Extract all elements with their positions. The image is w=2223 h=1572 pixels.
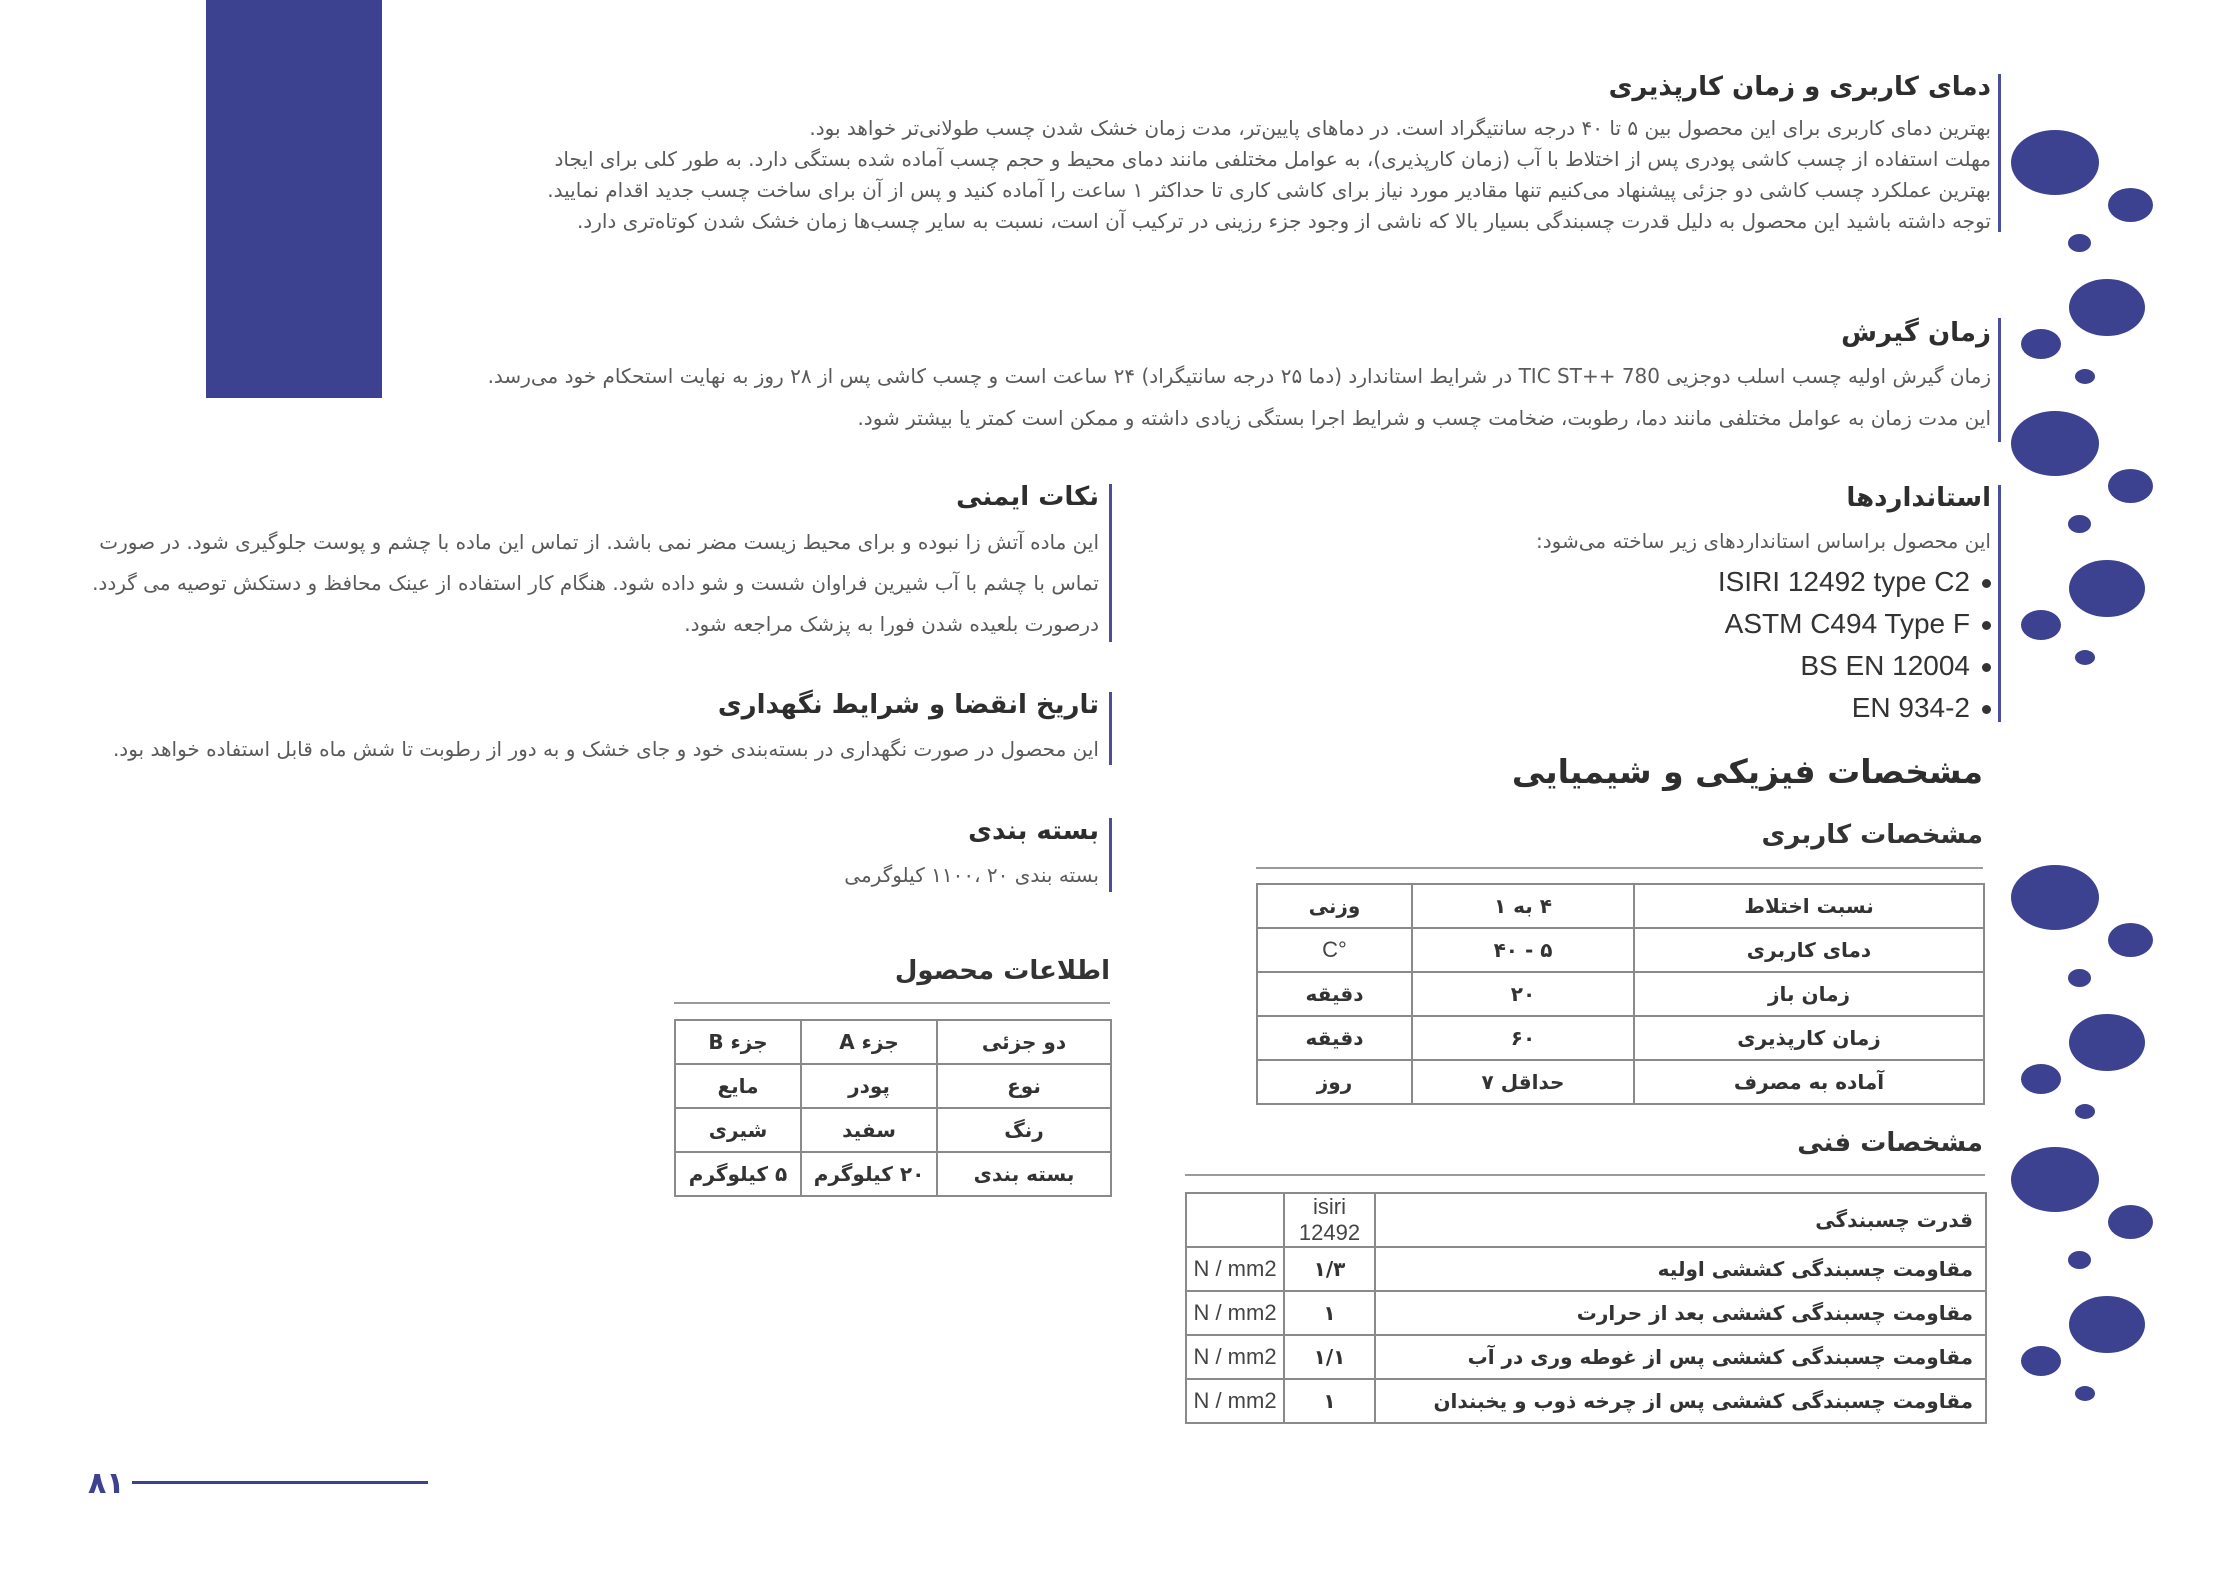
table-cell: بسته بندی <box>937 1152 1111 1196</box>
table-cell: قدرت چسبندگی <box>1375 1193 1986 1247</box>
table-row <box>675 1064 1111 1108</box>
table-cell: مایع <box>675 1064 801 1108</box>
table-cell: حداقل ۷ <box>1412 1060 1634 1104</box>
decorative-dot <box>2068 515 2091 533</box>
text-line: بهترین دمای کاربری برای این محصول بین ۵ تا ۴۰ درجه سانتیگراد است. در دماهای پایین‌تر، مدت زمان خشک شدن چسب طولانی‌تر خواهد بود. <box>809 116 1991 140</box>
section-accent-bar <box>1109 818 1112 892</box>
bullet-icon <box>1982 621 1991 630</box>
usage-specs-table <box>1256 883 1985 1105</box>
decorative-dot <box>2069 560 2145 617</box>
heading-usage-temp: دمای کاربری و زمان کارپذیری <box>1608 72 1991 102</box>
table-cell: دقیقه <box>1257 1016 1412 1060</box>
decorative-dot <box>2069 1296 2145 1353</box>
table-cell <box>1186 1193 1284 1247</box>
table-row <box>1186 1291 1986 1335</box>
table-cell: وزنی <box>1257 884 1412 928</box>
table-cell: دقیقه <box>1257 972 1412 1016</box>
heading-product-info: اطلاعات محصول <box>894 956 1110 986</box>
table-row <box>1186 1193 1986 1247</box>
standards-list <box>1718 561 1991 729</box>
paragraph-setting-time <box>488 361 1991 434</box>
table-cell: مقاومت چسبندگی کششی پس از چرخه ذوب و یخبندان <box>1375 1379 1986 1423</box>
decorative-dot <box>2108 469 2153 503</box>
page-number-rule <box>132 1481 428 1484</box>
decorative-blue-panel <box>206 0 382 398</box>
standard-item: BS EN 12004 <box>1718 645 1991 687</box>
text-line: توجه داشته باشید این محصول به دلیل قدرت چسبندگی بسیار بالا که ناشی از وجود جزء رزینی در ترکیب آن است، نسبت به سایر چسب‌ها زمان خشک شدن کوتاه‌تری دارد. <box>576 209 1991 233</box>
table-cell: N / mm2 <box>1186 1247 1284 1291</box>
table-cell: زمان کارپذیری <box>1634 1016 1984 1060</box>
table-cell: ۱/۳ <box>1284 1247 1375 1291</box>
table-cell: رنگ <box>937 1108 1111 1152</box>
table-cell: N / mm2 <box>1186 1291 1284 1335</box>
page-number: ۸۱ <box>88 1466 125 1501</box>
bullet-icon <box>1982 579 1991 588</box>
heading-packaging: بسته بندی <box>968 816 1099 846</box>
decorative-dot <box>2075 1386 2095 1401</box>
table-cell: ۲۰ کیلوگرم <box>801 1152 937 1196</box>
text-line: این مدت زمان به عوامل مختلفی مانند دما، رطوبت، ضخامت چسب و شرایط اجرا بستگی زیادی داشته و ممکن است کمتر یا بیشتر شود. <box>857 406 1991 430</box>
decorative-dot <box>2075 369 2095 384</box>
decorative-dot <box>2011 130 2099 195</box>
decorative-dot <box>2075 650 2095 665</box>
table-cell: آماده به مصرف <box>1634 1060 1984 1104</box>
decorative-dot <box>2068 234 2091 252</box>
table-row <box>1257 928 1984 972</box>
section-accent-bar <box>1998 318 2001 442</box>
table-cell: دمای کاربری <box>1634 928 1984 972</box>
section-accent-bar <box>1109 692 1112 765</box>
table-row <box>1186 1379 1986 1423</box>
text-line: درصورت بلعیده شدن فورا به پزشک مراجعه شود. <box>684 612 1099 636</box>
bullet-icon <box>1982 705 1991 714</box>
table-cell: ۵ کیلوگرم <box>675 1152 801 1196</box>
paragraph-safety <box>92 527 1099 640</box>
product-info-table <box>674 1019 1112 1197</box>
decorative-dot <box>2108 1205 2153 1239</box>
text-line: بهترین عملکرد چسب کاشی دو جزئی پیشنهاد می‌کنیم تنها مقادیر مورد نیاز برای کاشی کاری تا حداکثر ۱ ساعت را آماده کنید و پس از آن برای ساخت چسب جدید اقدام نمایید. <box>547 178 1991 202</box>
table-cell: دو جزئی <box>937 1020 1111 1064</box>
decorative-dot <box>2021 610 2061 640</box>
heading-physical-chemical: مشخصات فیزیکی و شیمیایی <box>1511 752 1983 791</box>
paragraph-usage-temp <box>547 113 1991 237</box>
decorative-dot <box>2108 923 2153 957</box>
section-accent-bar <box>1998 485 2001 722</box>
heading-technical-specs: مشخصات فنی <box>1797 1128 1983 1158</box>
table-cell: پودر <box>801 1064 937 1108</box>
table-cell: ۵ - ۴۰ <box>1412 928 1634 972</box>
heading-usage-specs: مشخصات کاربری <box>1761 820 1983 850</box>
decorative-dot <box>2021 1064 2061 1094</box>
table-cell: isiri 12492 <box>1284 1193 1375 1247</box>
decorative-dot <box>2021 1346 2061 1376</box>
paragraph-expiry: این محصول در صورت نگهداری در بسته‌بندی خود و جای خشک و به دور از رطوبت تا شش ماه قابل استفاده خواهد بود. <box>112 737 1099 761</box>
divider <box>1185 1174 1985 1176</box>
table-cell: ۶۰ <box>1412 1016 1634 1060</box>
paragraph-packaging: بسته بندی ۲۰ ،۱۱۰۰ کیلوگرمی <box>844 863 1099 887</box>
divider <box>1256 867 1983 869</box>
table-cell: جزء B <box>675 1020 801 1064</box>
table-cell: ۱ <box>1284 1379 1375 1423</box>
table-cell: جزء A <box>801 1020 937 1064</box>
table-cell: N / mm2 <box>1186 1379 1284 1423</box>
table-cell: نسبت اختلاط <box>1634 884 1984 928</box>
table-row <box>1186 1247 1986 1291</box>
decorative-dot <box>2068 969 2091 987</box>
table-cell: زمان باز <box>1634 972 1984 1016</box>
table-cell: سفید <box>801 1108 937 1152</box>
table-cell: نوع <box>937 1064 1111 1108</box>
decorative-dot <box>2021 329 2061 359</box>
section-accent-bar <box>1109 484 1112 642</box>
divider <box>674 1002 1110 1004</box>
table-cell: مقاومت چسبندگی کششی بعد از حرارت <box>1375 1291 1986 1335</box>
table-cell: N / mm2 <box>1186 1335 1284 1379</box>
standards-intro: این محصول براساس استانداردهای زیر ساخته می‌شود: <box>1535 529 1991 553</box>
table-row <box>1257 1016 1984 1060</box>
heading-safety: نکات ایمنی <box>956 482 1099 512</box>
table-row <box>675 1108 1111 1152</box>
table-row <box>1257 1060 1984 1104</box>
decorative-dot <box>2011 411 2099 476</box>
text-line: زمان گیرش اولیه چسب اسلب دوجزیی TIC ST++ 780 در شرایط استاندارد (دما ۲۵ درجه سانتیگراد) ۲۴ ساعت است و چسب کاشی پس از ۲۸ روز به نهایت استحکام خود می‌رسد. <box>487 364 1991 388</box>
technical-specs-table <box>1185 1192 1987 1424</box>
table-cell: ۴ به ۱ <box>1412 884 1634 928</box>
table-row <box>1257 884 1984 928</box>
table-row <box>675 1152 1111 1196</box>
standard-item: ASTM C494 Type F <box>1718 603 1991 645</box>
text-line: مهلت استفاده از چسب کاشی پودری پس از اختلاط با آب (زمان کارپذیری)، به عوامل مختلفی مانند دمای محیط و حجم چسب آماده شده بستگی دارد. به طور کلی برای ایجاد <box>554 147 1991 171</box>
table-cell: ۱ <box>1284 1291 1375 1335</box>
table-row <box>1257 972 1984 1016</box>
standard-item: ISIRI 12492 type C2 <box>1718 561 1991 603</box>
decorative-dot <box>2075 1104 2095 1119</box>
table-cell: °C <box>1257 928 1412 972</box>
table-cell: ۱/۱ <box>1284 1335 1375 1379</box>
table-cell: مقاومت چسبندگی کششی پس از غوطه وری در آب <box>1375 1335 1986 1379</box>
decorative-dot <box>2011 865 2099 930</box>
decorative-dot <box>2011 1147 2099 1212</box>
heading-standards: استانداردها <box>1846 483 1991 513</box>
decorative-dot <box>2068 1251 2091 1269</box>
decorative-dot <box>2069 279 2145 336</box>
standard-item: EN 934-2 <box>1718 687 1991 729</box>
section-accent-bar <box>1998 74 2001 232</box>
table-cell: شیری <box>675 1108 801 1152</box>
decorative-dot <box>2108 188 2153 222</box>
table-cell: ۲۰ <box>1412 972 1634 1016</box>
decorative-dot <box>2069 1014 2145 1071</box>
table-cell: مقاومت چسبندگی کششی اولیه <box>1375 1247 1986 1291</box>
heading-setting-time: زمان گیرش <box>1841 318 1991 348</box>
text-line: تماس با چشم با آب شیرین فراوان شست و شو داده شود. هنگام کار استفاده از عینک محافظ و دستکش توصیه می گردد. <box>92 571 1099 595</box>
table-cell: روز <box>1257 1060 1412 1104</box>
table-row <box>1186 1335 1986 1379</box>
text-line: این ماده آتش زا نبوده و برای محیط زیست مضر نمی باشد. از تماس این ماده با چشم و پوست جلوگیری شود. در صورت <box>99 530 1099 554</box>
bullet-icon <box>1982 663 1991 672</box>
table-row <box>675 1020 1111 1064</box>
heading-expiry: تاریخ انقضا و شرایط نگهداری <box>717 690 1099 720</box>
